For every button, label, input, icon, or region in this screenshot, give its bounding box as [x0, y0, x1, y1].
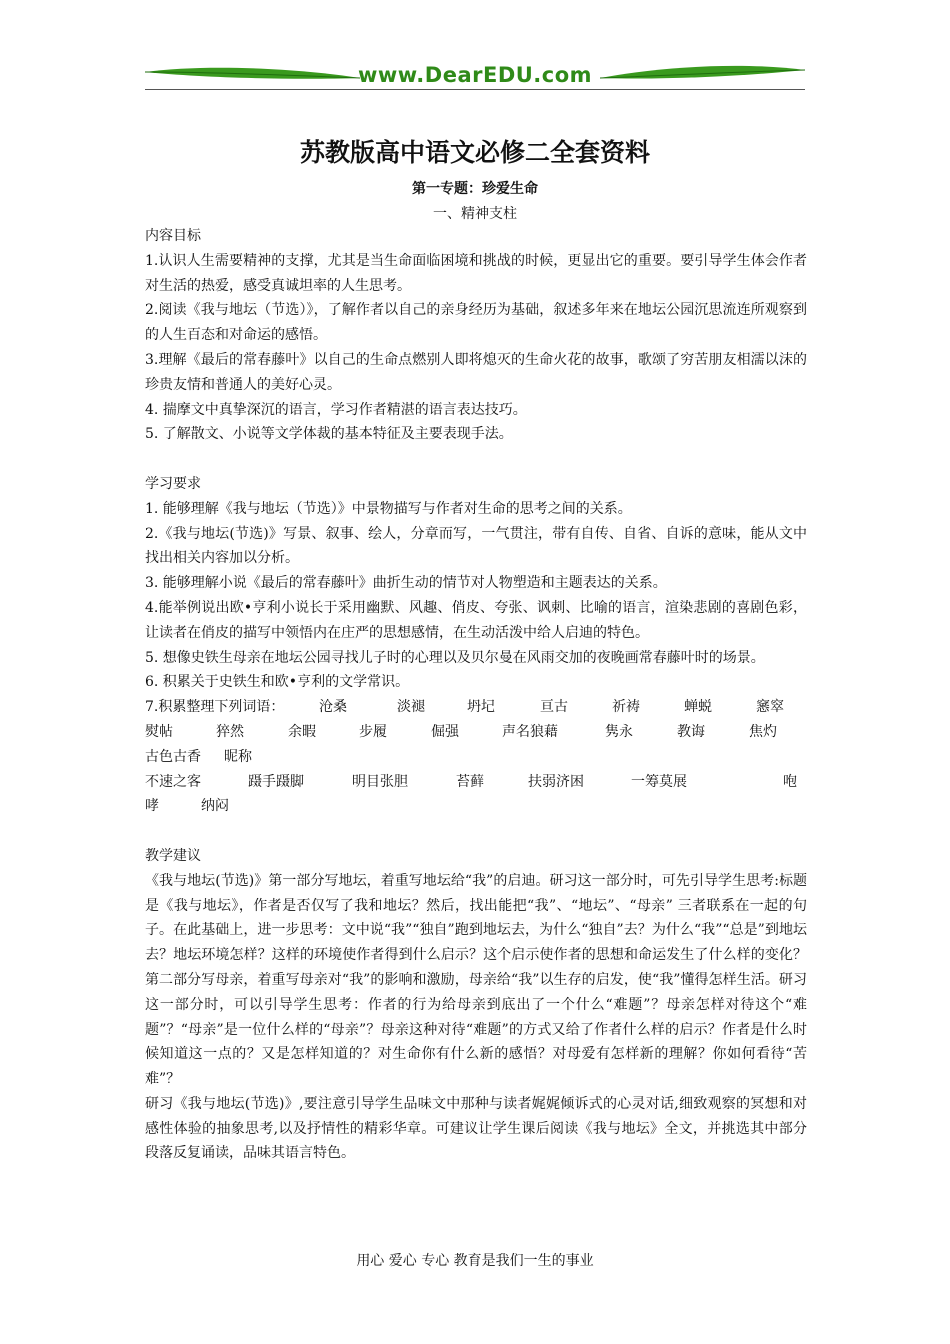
vocab-word: 沧桑	[319, 699, 347, 716]
vocab-word: 坍圮	[467, 699, 495, 716]
vocab-word: 声名狼藉	[502, 723, 558, 740]
requirement-item: 1. 能够理解《我与地坛（节选）》中景物描写与作者对生命的思考之间的关系。	[145, 500, 632, 517]
vocab-word: 哮	[145, 798, 159, 815]
vocab-word: 纳闷	[201, 798, 229, 815]
vocab-word: 猝然	[216, 723, 244, 740]
vocab-word: 咆	[783, 773, 797, 790]
vocab-row	[145, 770, 807, 795]
goal-item: 4. 揣摩文中真挚深沉的语言，学习作者精湛的语言表达技巧。	[145, 401, 527, 418]
vocab-word: 扶弱济困	[528, 773, 584, 790]
vocab-row	[145, 720, 807, 745]
topic-subtitle: 第一专题：珍爱生命	[412, 181, 538, 197]
vocab-word: 一筹莫展	[631, 773, 687, 790]
goal-item: 3.理解《最后的常春藤叶》以自己的生命点燃别人即将熄灭的生命火花的故事，歌颂了穷苦朋友相濡以沫的珍贵友情和普通人的美好心灵。	[145, 351, 807, 393]
document-title: 苏教版高中语文必修二全套资料	[299, 138, 650, 167]
vocab-word: 淡褪	[397, 699, 425, 716]
vocab-word: 步履	[359, 723, 387, 740]
section-title: 一、精神支柱	[433, 206, 517, 222]
vocab-row	[145, 695, 807, 720]
vocab-word: 古色古香	[145, 748, 201, 765]
page-footer: 用心 爱心 专心 教育是我们一生的事业	[356, 1253, 594, 1269]
site-header	[145, 62, 805, 92]
requirement-item: 4.能举例说出欧•亨利小说长于采用幽默、风趣、俏皮、夸张、讽刺、比喻的语言，渲染悲剧的喜剧色彩，让读者在俏皮的描写中领悟内在庄严的思想感情，在生动活泼中给人启迪的特色。	[145, 599, 807, 641]
requirement-item: 6. 积累关于史铁生和欧•亨利的文学常识。	[145, 674, 410, 691]
vocab-word: 祈祷	[612, 699, 640, 716]
site-logo-text: www.DearEDU.com	[357, 63, 593, 87]
vocab-word: 不速之客	[145, 773, 201, 790]
vocab-row	[145, 794, 807, 819]
vocab-word: 隽永	[605, 723, 633, 740]
document-body	[145, 224, 807, 1166]
vocab-word: 亘古	[540, 699, 568, 716]
study-requirements-heading: 学习要求	[145, 475, 201, 492]
requirement-item: 3. 能够理解小说《最后的常春藤叶》曲折生动的情节对人物塑造和主题表达的关系。	[145, 575, 667, 592]
suggestion-paragraph: 《我与地坛(节选)》第一部分写地坛，着重写地坛给“我”的启迪。研习这一部分时，可先引导学生思考:标题是《我与地坛》，作者是否仅写了我和地坛？然后，找出能把“我”、“地坛”、“母亲” 三者联系在一起的句子。在此基础上，进一步思考：文中说“我”“独自”跑到地坛去，为什么“独自”去？为什么“我”“总是”到地坛去？地坛环境怎样？这样的环境使作者得到什么启示？这个启示使作者的思想和命运发生了什么样的变化？第二部分写母亲，着重写母亲对“我”的影响和激励，母亲给“我”以生存的启发，使“我”懂得怎样生活。研习这一部分时，可以引导学生思考：作者的行为给母亲到底出了一个什么“难题”？母亲怎样对待这个“难题”？“母亲”是一位什么样的“母亲”？母亲这种对待“难题”的方式又给了作者什么样的启示？作者是什么时候知道这一点的？又是怎样知道的？对生命你有什么新的感悟？对母爱有怎样新的理解？你如何看待“苦难”？	[145, 872, 807, 1088]
spacer	[145, 819, 807, 844]
vocab-word: 教诲	[677, 723, 705, 740]
vocab-row	[145, 745, 807, 770]
vocab-word: 焦灼	[749, 723, 777, 740]
requirement-item: 5. 想像史铁生母亲在地坛公园寻找儿子时的心理以及贝尔曼在风雨交加的夜晚画常春藤叶时的场景。	[145, 649, 765, 666]
requirement-item: 2.《我与地坛(节选)》写景、叙事、绘人，分章而写，一气贯注，带有自传、自省、自诉的意味，能从文中找出相关内容加以分析。	[145, 525, 807, 567]
vocab-word: 昵称	[224, 748, 252, 765]
vocab-word: 倔强	[431, 723, 459, 740]
vocab-list	[145, 695, 807, 819]
goal-item: 2.阅读《我与地坛（节选）》，了解作者以自己的亲身经历为基础，叙述多年来在地坛公园沉思流连所观察到的人生百态和对命运的感悟。	[145, 302, 807, 344]
vocab-word: 蝉蜕	[684, 699, 712, 716]
teaching-suggestions-heading: 教学建议	[145, 847, 201, 864]
spacer	[145, 447, 807, 472]
vocab-word: 明目张胆	[352, 773, 408, 790]
vocab-word: 窸窣	[756, 699, 784, 716]
suggestion-paragraph: 研习《我与地坛(节选)》,要注意引导学生品味文中那种与读者娓娓倾诉式的心灵对话,细致观察的冥想和对感性体验的抽象思考,以及抒情性的精彩华章。可建议让学生课后阅读《我与地坛》全文，并挑选其中部分段落反复诵读，品味其语言特色。	[145, 1095, 807, 1162]
goal-item: 5. 了解散文、小说等文学体裁的基本特征及主要表现手法。	[145, 426, 513, 443]
vocab-intro: 7.积累整理下列词语：	[145, 699, 285, 716]
goal-item: 1.认识人生需要精神的支撑，尤其是当生命面临困境和挑战的时候，更显出它的重要。要引导学生体会作者对生活的热爱，感受真诚坦率的人生思考。	[145, 252, 807, 294]
vocab-word: 苔藓	[456, 773, 484, 790]
header-divider	[145, 89, 805, 90]
content-goals-heading: 内容目标	[145, 228, 201, 244]
vocab-word: 熨帖	[145, 723, 173, 740]
vocab-word: 蹑手蹑脚	[248, 773, 304, 790]
vocab-word: 余暇	[288, 723, 316, 740]
